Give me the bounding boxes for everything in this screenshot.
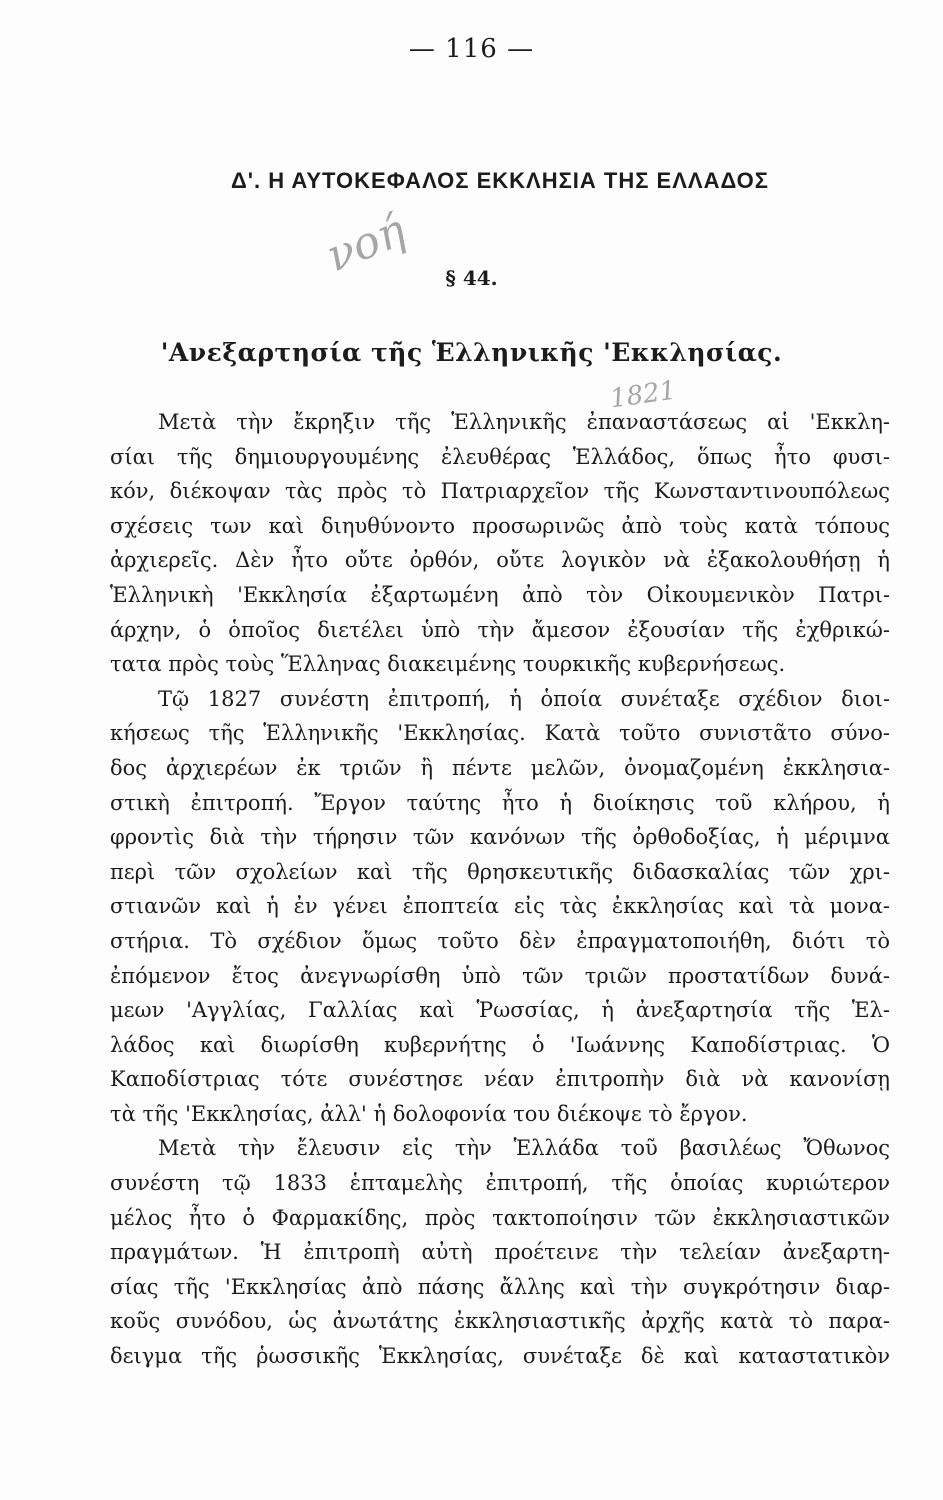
text-line: Τῷ 1827 συνέστη ἐπιτροπή, ἡ ὁποία συνέταξε σχέδιον διοι- (158, 686, 890, 711)
section-number: § 44. (445, 266, 498, 290)
handwritten-year-annotation: 1821 (608, 375, 678, 415)
text-line: σχέσεις των καὶ διηυθύνοντο προσωρινῶς ἀπὸ τοὺς κατὰ τόπους (110, 513, 890, 538)
text-line: Καποδίστριας τότε συνέστησε νέαν ἐπιτροπὴν διὰ νὰ κανονίσῃ (110, 1067, 890, 1092)
text-line: σίαι τῆς δημιουργουμένης ἐλευθέρας Ἑλλάδος, ὅπως ἦτο φυσι- (110, 444, 890, 469)
text-line: σίας τῆς 'Εκκλησίας ἀπὸ πάσης ἄλλης καὶ τὴν συγκρότησιν διαρ- (110, 1274, 890, 1299)
text-line: τὰ τῆς 'Εκκλησίας, ἀλλ' ἡ δολοφονία του διέκοψε τὸ ἔργον. (110, 1101, 748, 1126)
text-line: στήρια. Τὸ σχέδιον ὅμως τοῦτο δὲν ἐπραγματοποιήθη, διότι τὸ (110, 928, 890, 953)
section-title: 'Ανεξαρτησία τῆς Ἑλληνικῆς 'Εκκλησίας. (160, 338, 783, 367)
body-text (110, 405, 890, 1374)
text-line: μέλος ἦτο ὁ Φαρμακίδης, πρὸς τακτοποίησιν τῶν ἐκκλησιαστικῶν (110, 1205, 890, 1230)
text-line: ἐπόμενον ἔτος ἀνεγνωρίσθη ὑπὸ τῶν τριῶν προστατίδων δυνά- (110, 963, 890, 988)
text-line: φροντὶς διὰ τὴν τήρησιν τῶν κανόνων τῆς ὀρθοδοξίας, ἡ μέριμνα (110, 825, 890, 850)
text-line: τατα πρὸς τοὺς Ἕλληνας διακειμένης τουρκικῆς κυβερνήσεως. (110, 652, 786, 677)
text-line: κήσεως τῆς Ἑλληνικῆς 'Εκκλησίας. Κατὰ τοῦτο συνιστᾶτο σύνο- (110, 721, 890, 746)
text-line: στικὴ ἐπιτροπή. Ἔργον ταύτης ἦτο ἡ διοίκησις τοῦ κλήρου, ἡ (110, 790, 890, 815)
text-line: ἀρχιερεῖς. Δὲν ἦτο οὔτε ὀρθόν, οὔτε λογικὸν νὰ ἐξακολουθήσῃ ἡ (110, 548, 890, 573)
text-line: Μετὰ τὴν ἔκρηξιν τῆς Ἑλληνικῆς ἐπαναστάσεως αἱ 'Εκκλη- (158, 410, 890, 434)
text-line: κόν, διέκοψαν τὰς πρὸς τὸ Πατριαρχεῖον τῆς Κωνσταντινουπόλεως (110, 479, 890, 504)
text-line: άρχην, ὁ ὁποῖος διετέλει ὑπὸ τὴν ἄμεσον ἐξουσίαν τῆς ἐχθρικώ- (110, 617, 890, 642)
text-line: πραγμάτων. Ἡ ἐπιτροπὴ αὐτὴ προέτεινε τὴν τελείαν ἀνεξαρτη- (110, 1240, 890, 1265)
text-line: λάδος καὶ διωρίσθη κυβερνήτης ὁ 'Ιωάννης Καποδίστριας. Ὁ (110, 1032, 890, 1057)
text-line: μεων 'Αγγλίας, Γαλλίας καὶ Ῥωσσίας, ἡ ἀνεξαρτησία τῆς Ἑλ- (110, 998, 890, 1023)
text-line: Ἑλληνικὴ 'Εκκλησία ἐξαρτωμένη ἀπὸ τὸν Οἰκουμενικὸν Πατρι- (110, 582, 890, 607)
page-number: — 116 — (408, 34, 535, 64)
handwritten-annotation: νοή (319, 204, 413, 283)
text-line: περὶ τῶν σχολείων καὶ τῆς θρησκευτικῆς διδασκαλίας τῶν χρι- (110, 859, 890, 884)
text-line: συνέστη τῷ 1833 ἑπταμελὴς ἐπιτροπή, τῆς ὁποίας κυριώτερον (110, 1171, 890, 1196)
text-line: κοῦς συνόδου, ὡς ἀνωτάτης ἐκκλησιαστικῆς ἀρχῆς κατὰ τὸ παρα- (110, 1309, 890, 1334)
text-line: δειγμα τῆς ῥωσσικῆς Ἑκκλησίας, συνέταξε δὲ καὶ καταστατικὸν (110, 1344, 890, 1369)
text-line: στιανῶν καὶ ἡ ἐν γένει ἐποπτεία εἰς τὰς ἐκκλησίας καὶ τὰ μονα- (110, 894, 890, 919)
text-line: Μετὰ τὴν ἔλευσιν εἰς τὴν Ἑλλάδα τοῦ βασιλέως Ὄθωνος (158, 1136, 890, 1161)
chapter-heading: Δ'. Η ΑΥΤΟΚΕΦΑΛΟΣ ΕΚΚΛΗΣΙΑ ΤΗΣ ΕΛΛΑΔΟΣ (230, 168, 769, 193)
text-line: δος ἀρχιερέων ἐκ τριῶν ἢ πέντε μελῶν, ὀνομαζομένη ἐκκλησια- (110, 755, 890, 780)
